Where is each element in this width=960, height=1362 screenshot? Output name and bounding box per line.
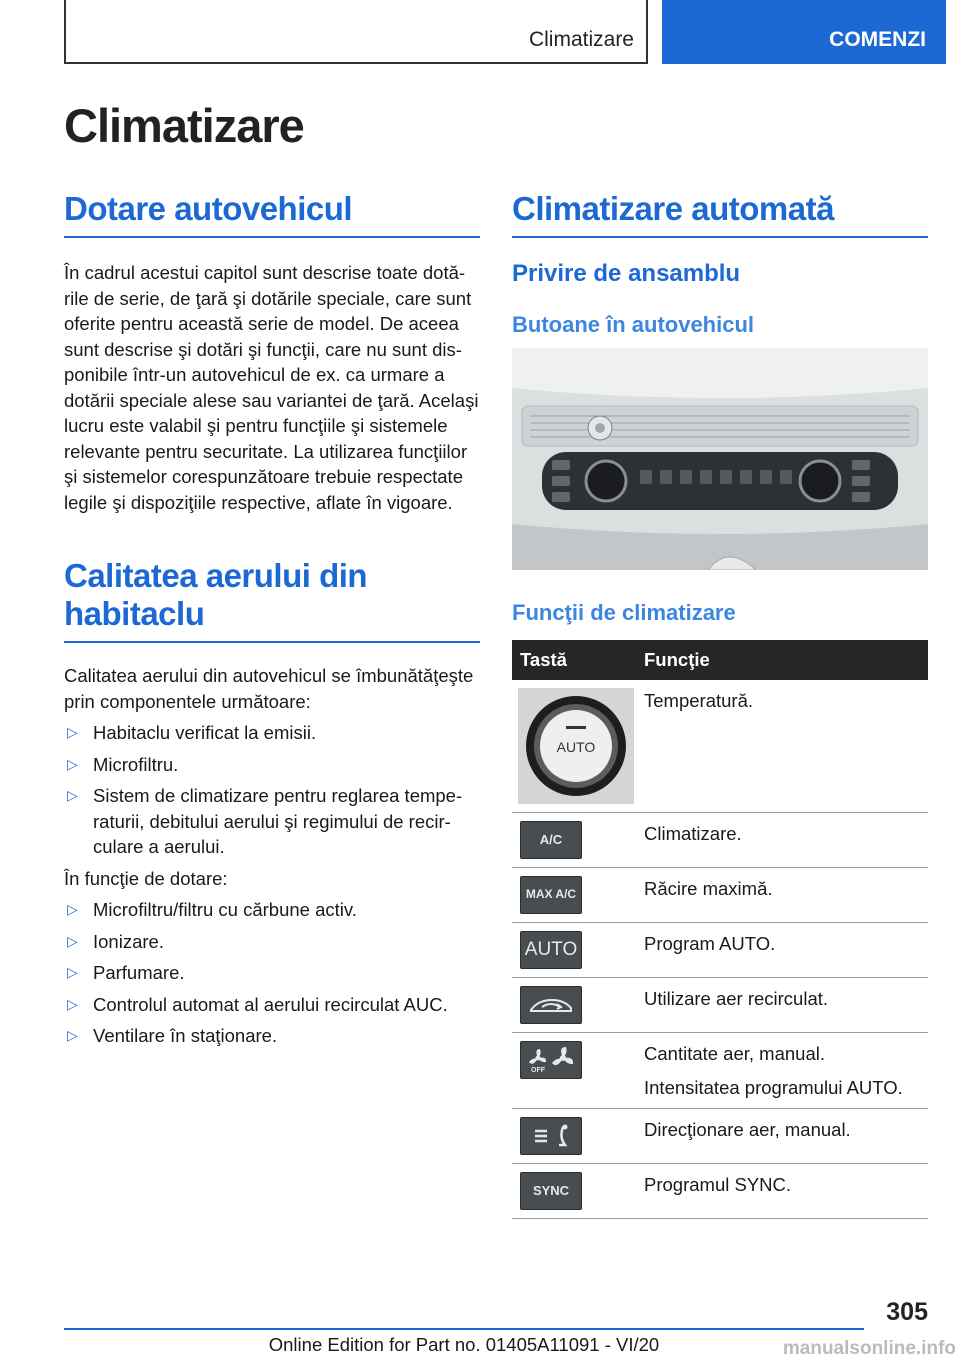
header-section-label: Climatizare (528, 28, 634, 51)
header-chapter-tab[interactable] (662, 0, 946, 64)
page-number: 305 (886, 1298, 928, 1326)
svg-text:OFF: OFF (531, 1067, 545, 1074)
list-item: ▷ Microfiltru. (64, 752, 480, 778)
auto-climate-heading: Climatizare automată (512, 190, 928, 238)
air-quality-list (64, 720, 480, 860)
table-row (512, 1164, 928, 1219)
function-text: Program AUTO. (644, 933, 776, 954)
overview-heading: Privire de ansamblu (512, 260, 741, 287)
climate-panel-photo (512, 348, 928, 570)
auto-button-icon: AUTO (520, 931, 582, 969)
list-item: ▷ Controlul automat al aerului recirculat AUC. (64, 992, 480, 1018)
triangle-right-icon: ▷ (67, 964, 78, 980)
list-item: ▷ Microfiltru/filtru cu cărbune activ. (64, 897, 480, 923)
optional-intro: În funcţie de dotare: (64, 867, 228, 889)
function-text: Cantitate aer, manual. (644, 1043, 825, 1064)
max-ac-button-icon: MAX A/C (520, 876, 582, 914)
table-row (512, 680, 928, 813)
fan-button-icon (520, 1041, 582, 1079)
list-item: ▷ Habitaclu verificat la emisii. (64, 720, 480, 746)
header-section-box (64, 0, 648, 64)
equipment-heading: Dotare autovehicul (64, 190, 480, 238)
footer-edition: Online Edition for Part no. 01405A11091 - VI/20 (268, 1334, 660, 1355)
sync-button-icon: SYNC (520, 1172, 582, 1210)
table-row (512, 1033, 928, 1109)
climate-panel-illustration (512, 348, 928, 570)
column-header-key: Tastă (512, 640, 636, 680)
footer-divider (64, 1328, 864, 1330)
triangle-right-icon: ▷ (67, 932, 78, 949)
functions-heading: Funcţii de climatizare (512, 600, 736, 625)
function-text: Temperatură. (644, 690, 753, 711)
svg-text:AUTO: AUTO (556, 739, 596, 755)
list-item: ▷ Sistem de climatizare pentru reglarea temperaturii, debitului aerului şi regimului de recirculare a aerului. (67, 785, 463, 857)
function-text: Climatizare. (644, 823, 742, 844)
triangle-right-icon: ▷ (67, 787, 78, 803)
triangle-right-icon: ▷ (67, 1027, 78, 1043)
buttons-heading: Butoane în autovehicul (512, 312, 755, 337)
function-text: Utilizare aer recirculat. (644, 988, 829, 1009)
list-item: ▷ Ventilare în staţionare. (64, 1023, 480, 1049)
triangle-right-icon: ▷ (67, 901, 78, 917)
list-item: ▷ Ionizare. (64, 929, 480, 955)
optional-list (64, 897, 480, 1049)
air-distribution-button-icon (520, 1117, 582, 1155)
air-quality-intro: Calitatea aerului din autovehicul se îmbunătăţeşte prin componentele următoare: (64, 665, 474, 712)
table-row (512, 868, 928, 923)
header-chapter-label: COMENZI (829, 28, 926, 51)
watermark: manualsonline.info (782, 1338, 956, 1359)
triangle-right-icon: ▷ (67, 755, 78, 772)
table-row (512, 923, 928, 978)
triangle-right-icon: ▷ (67, 724, 78, 740)
left-column (64, 190, 480, 1049)
page-title: Climatizare (64, 99, 304, 152)
recirculation-button-icon (520, 986, 582, 1024)
table-header-row (512, 640, 928, 680)
list-item: ▷ Parfumare. (64, 960, 480, 986)
function-text: Răcire maximă. (644, 878, 773, 899)
table-row (512, 1109, 928, 1164)
column-header-function: Funcţie (636, 640, 928, 680)
table-row (512, 813, 928, 868)
climate-functions-table (512, 640, 928, 1219)
ac-button-icon: A/C (520, 821, 582, 859)
triangle-right-icon: ▷ (67, 995, 78, 1012)
table-row (512, 978, 928, 1033)
function-text: Programul SYNC. (644, 1174, 792, 1195)
temperature-knob-icon (518, 688, 634, 804)
air-quality-heading: Calitatea aerului din habitaclu (64, 557, 480, 643)
function-text: Direcţionare aer, manual. (644, 1119, 851, 1140)
right-column (512, 190, 928, 1219)
equipment-text: În cadrul acestui capitol sunt descrise toate dotările de serie, de ţară şi dotările speciale, care sunt oferite pentru această serie de model. De aceea sunt descrise şi dotări şi funcţii, care nu sunt disponibile într-un autovehicul de ex. ca urmare a dotării speciale alese sau variantei de ţară. Acelaşi lucru este valabil şi pentru funcţiile şi sistemele relevante pentru securitate. La utilizarea funcţiilor şi sistemelor corespunzătoare trebuie respectate legile şi dispoziţiile respective, aflate în vigoare. (64, 262, 479, 513)
function-text: Intensitatea programului AUTO. (644, 1076, 903, 1098)
